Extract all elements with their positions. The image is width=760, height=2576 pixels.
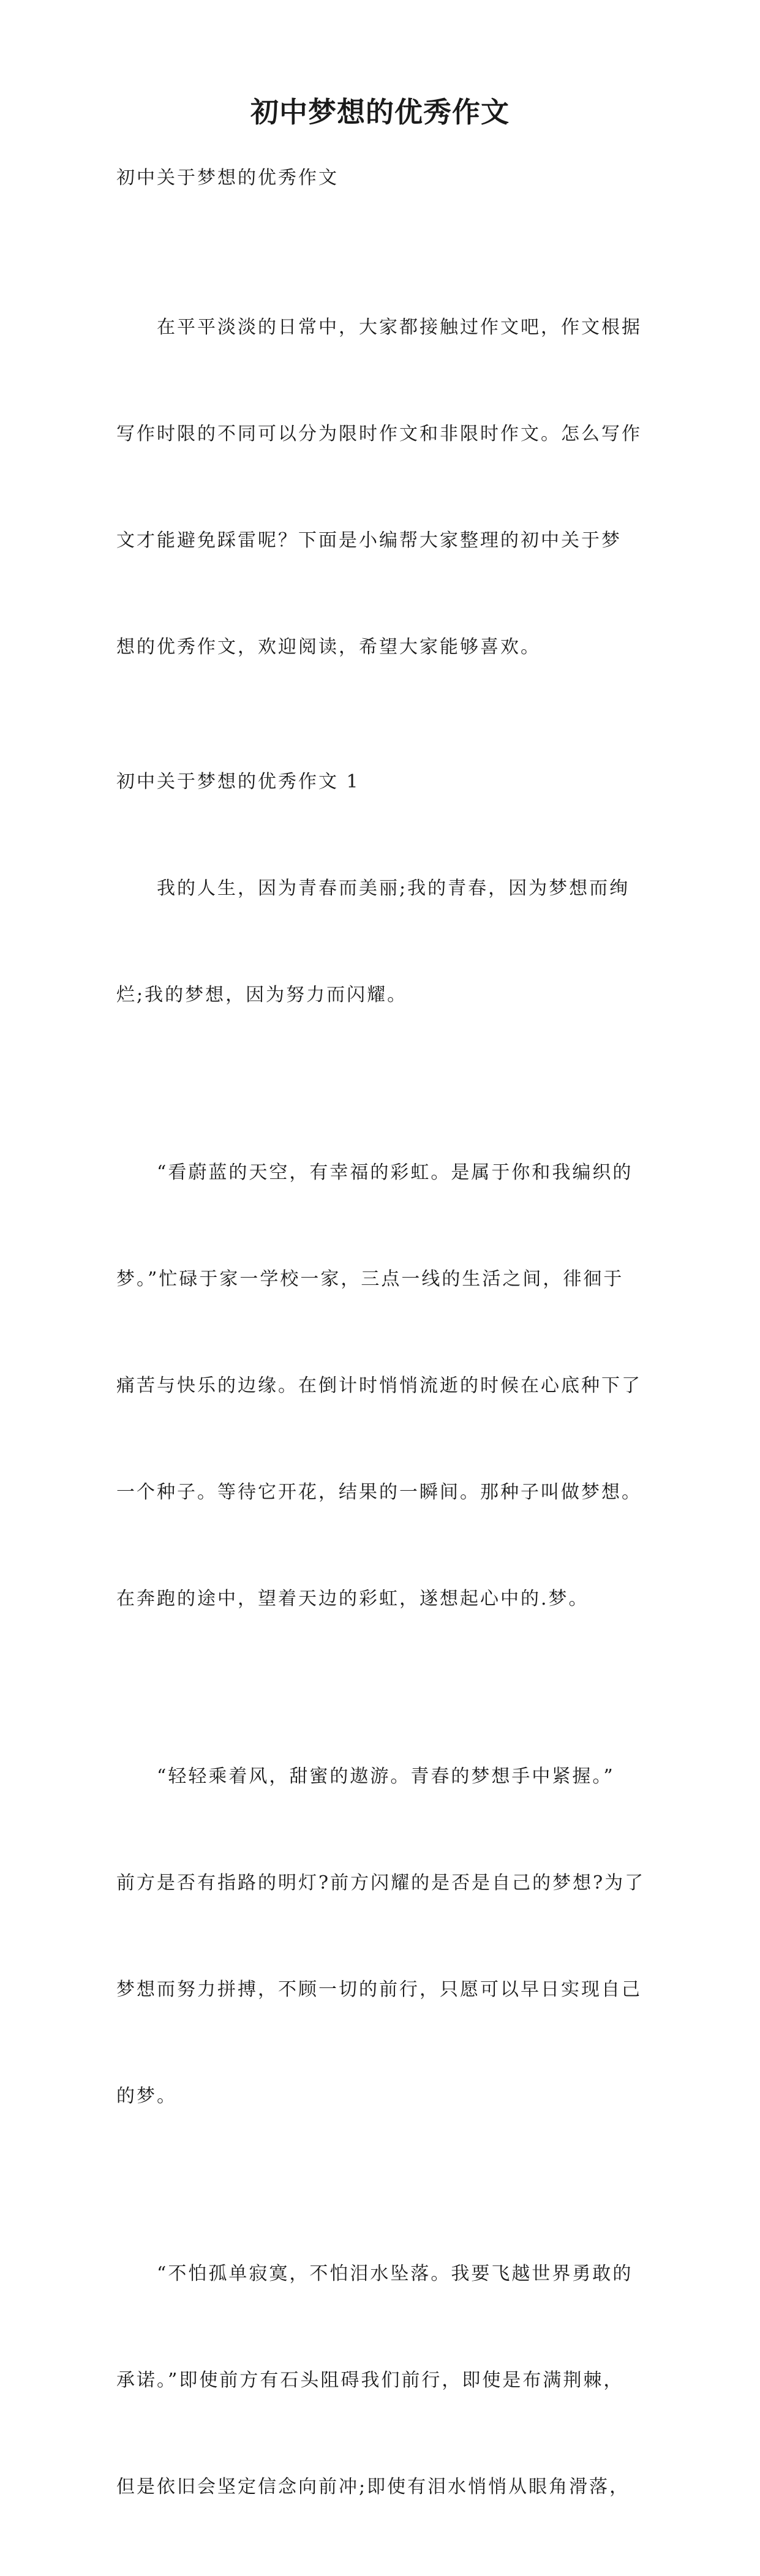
text-line: 的梦。 <box>116 2085 177 2107</box>
document-title: 初中梦想的优秀作文 <box>250 96 510 129</box>
text-line: 想的优秀作文，欢迎阅读，希望大家能够喜欢。 <box>116 636 541 658</box>
body-paragraph <box>116 800 649 1084</box>
text-line: 梦。”忙碌于家一学校一家，三点一线的生活之间，徘徊于 <box>116 1268 624 1290</box>
text-line: 一个种子。等待它开花，结果的一瞬间。那种子叫做梦想。 <box>116 1482 642 1503</box>
text-line: 文才能避免踩雷呢？下面是小编帮大家整理的初中关于梦 <box>116 530 622 551</box>
section-heading: 初中关于梦想的优秀作文 1 <box>116 771 360 793</box>
document-body <box>116 160 649 2576</box>
text-line: 在奔跑的途中，望着天边的彩虹，遂想起心中的.梦。 <box>116 1588 589 1610</box>
text-line: 承诺。”即使前方有石头阻碍我们前行，即使是布满荆棘， <box>116 2370 624 2391</box>
text-line: 但是依旧会坚定信念向前冲;即使有泪水悄悄从眼角滑落， <box>116 2476 630 2498</box>
text-line: 痛苦与快乐的边缘。在倒计时悄悄流逝的时候在心底种下了 <box>116 1375 642 1396</box>
text-line: 在平平淡淡的日常中，大家都接触过作文吧，作文根据 <box>157 317 642 338</box>
body-paragraph <box>116 2185 649 2576</box>
text-line: 写作时限的不同可以分为限时作文和非限时作文。怎么写作 <box>116 423 642 445</box>
text-line: “看蔚蓝的天空，有幸福的彩虹。是属于你和我编织的 <box>157 1162 633 1183</box>
text-line: “不怕孤单寂寞，不怕泪水坠落。我要飞越世界勇敢的 <box>157 2263 633 2284</box>
body-paragraph <box>116 1084 649 1688</box>
body-paragraph <box>116 1688 649 2185</box>
text-line: 梦想而努力拼搏，不顾一切的前行，只愿可以早日实现自己 <box>116 1979 642 2000</box>
text-line: 烂;我的梦想，因为努力而闪耀。 <box>116 984 408 1006</box>
article-subtitle: 初中关于梦想的优秀作文 <box>116 167 339 189</box>
text-line: “轻轻乘着风，甜蜜的遨游。青春的梦想手中紧握。” <box>157 1766 615 1787</box>
text-line: 前方是否有指路的明灯?前方闪耀的是否是自己的梦想?为了 <box>116 1872 645 1894</box>
text-line: 我的人生，因为青春而美丽;我的青春，因为梦想而绚 <box>157 878 630 899</box>
intro-paragraph <box>116 239 649 736</box>
